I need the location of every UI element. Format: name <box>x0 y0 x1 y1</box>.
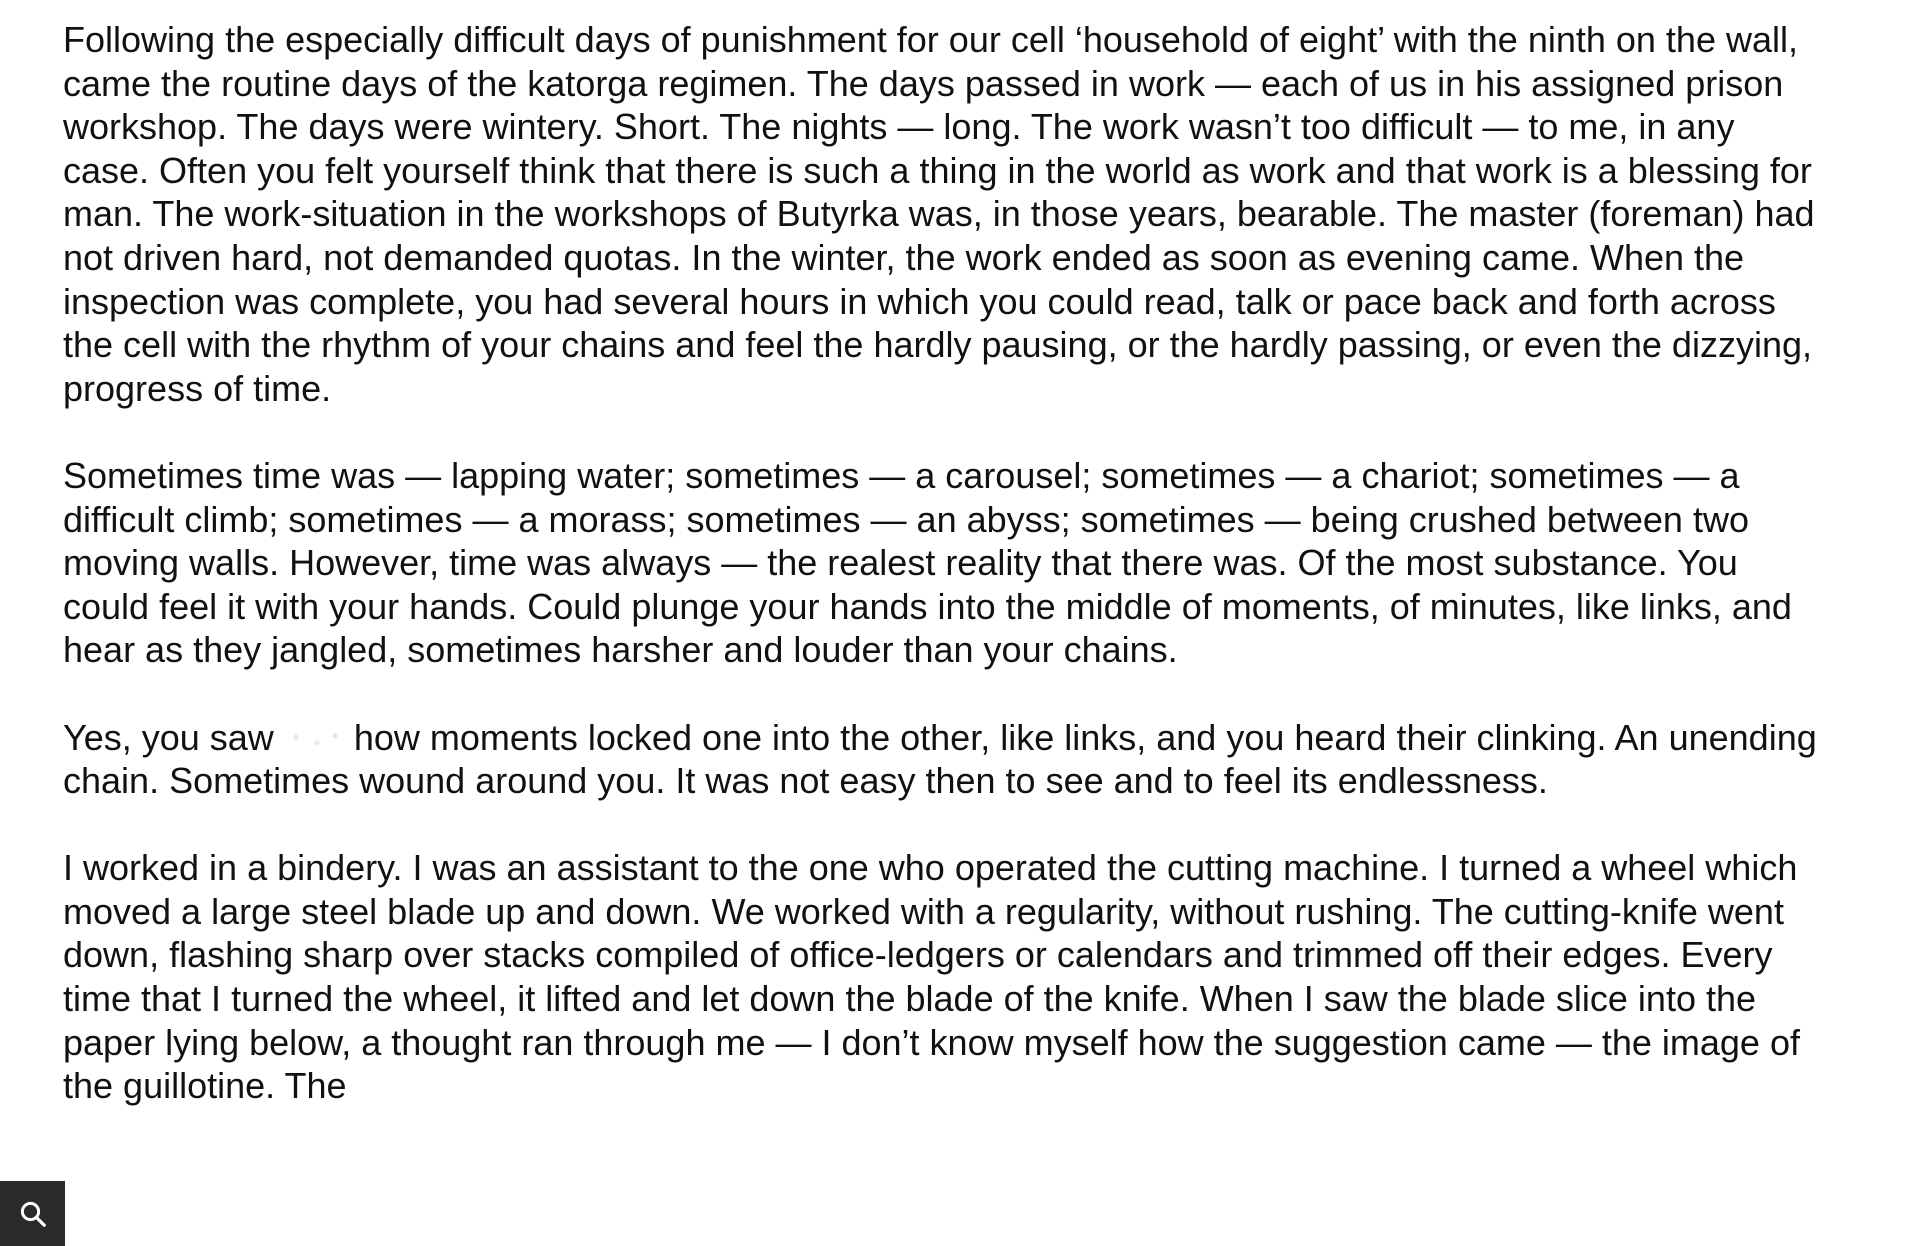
paragraph-4: I worked in a bindery. I was an assistant to the one who operated the cutting machine. I turned a wheel which moved a large steel blade up and down. We worked with a regularity, without rushing. The cutting-knife went down, flashing sharp over stacks compiled of office-ledgers or calendars and trimmed off their edges. Every time that I turned the wheel, it lifted and let down the blade of the knife. When I saw the blade slice into the paper lying below, a thought ran through me — I don’t know myself how the suggestion came — the image of the guillotine. The <box>63 847 1800 1107</box>
paragraph-3 <box>63 716 1823 803</box>
search-icon <box>18 1199 48 1229</box>
document-body <box>63 18 1823 1151</box>
paragraph-3-end: how moments locked one into the other, like links, and you heard their clinking. An unending chain. Sometimes wound around you. It was not easy then to see and to feel its endlessness. <box>63 716 1817 802</box>
paragraph-1: Following the especially difficult days of punishment for our cell ‘household of eight’ with the ninth on the wall, came the routine days of the katorga regimen. The days passed in work — each of us in his assigned prison workshop. The days were wintery. Short. The nights — long. The work wasn’t too difficult — to me, in any case. Often you felt yourself think that there is such a thing in the world as work and that work is a blessing for man. The work-situation in the workshops of Butyrka was, in those years, bearable. The master (foreman) had not driven hard, not demanded quotas. In the winter, the work ended as soon as evening came. When the inspection was complete, you had several hours in which you could read, talk or pace back and forth across the cell with the rhythm of your chains and feel the hardly pausing, or the hardly passing, or even the dizzying, progress of time. <box>63 19 1815 409</box>
paragraph-3-start: Yes, you saw <box>63 716 274 758</box>
search-button[interactable] <box>0 1181 65 1246</box>
paragraph-2: Sometimes time was — lapping water; sometimes — a carousel; sometimes — a chariot; sometimes — a difficult climb; sometimes — a morass; sometimes — an abyss; sometimes — being crushed between two moving walls. However, time was always — the realest reality that there was. Of the most substance. You could feel it with your hands. Could plunge your hands into the middle of moments, of minutes, like links, and hear as they jangled, sometimes harsher and louder than your chains. <box>63 454 1792 671</box>
redacted-text <box>284 726 344 754</box>
